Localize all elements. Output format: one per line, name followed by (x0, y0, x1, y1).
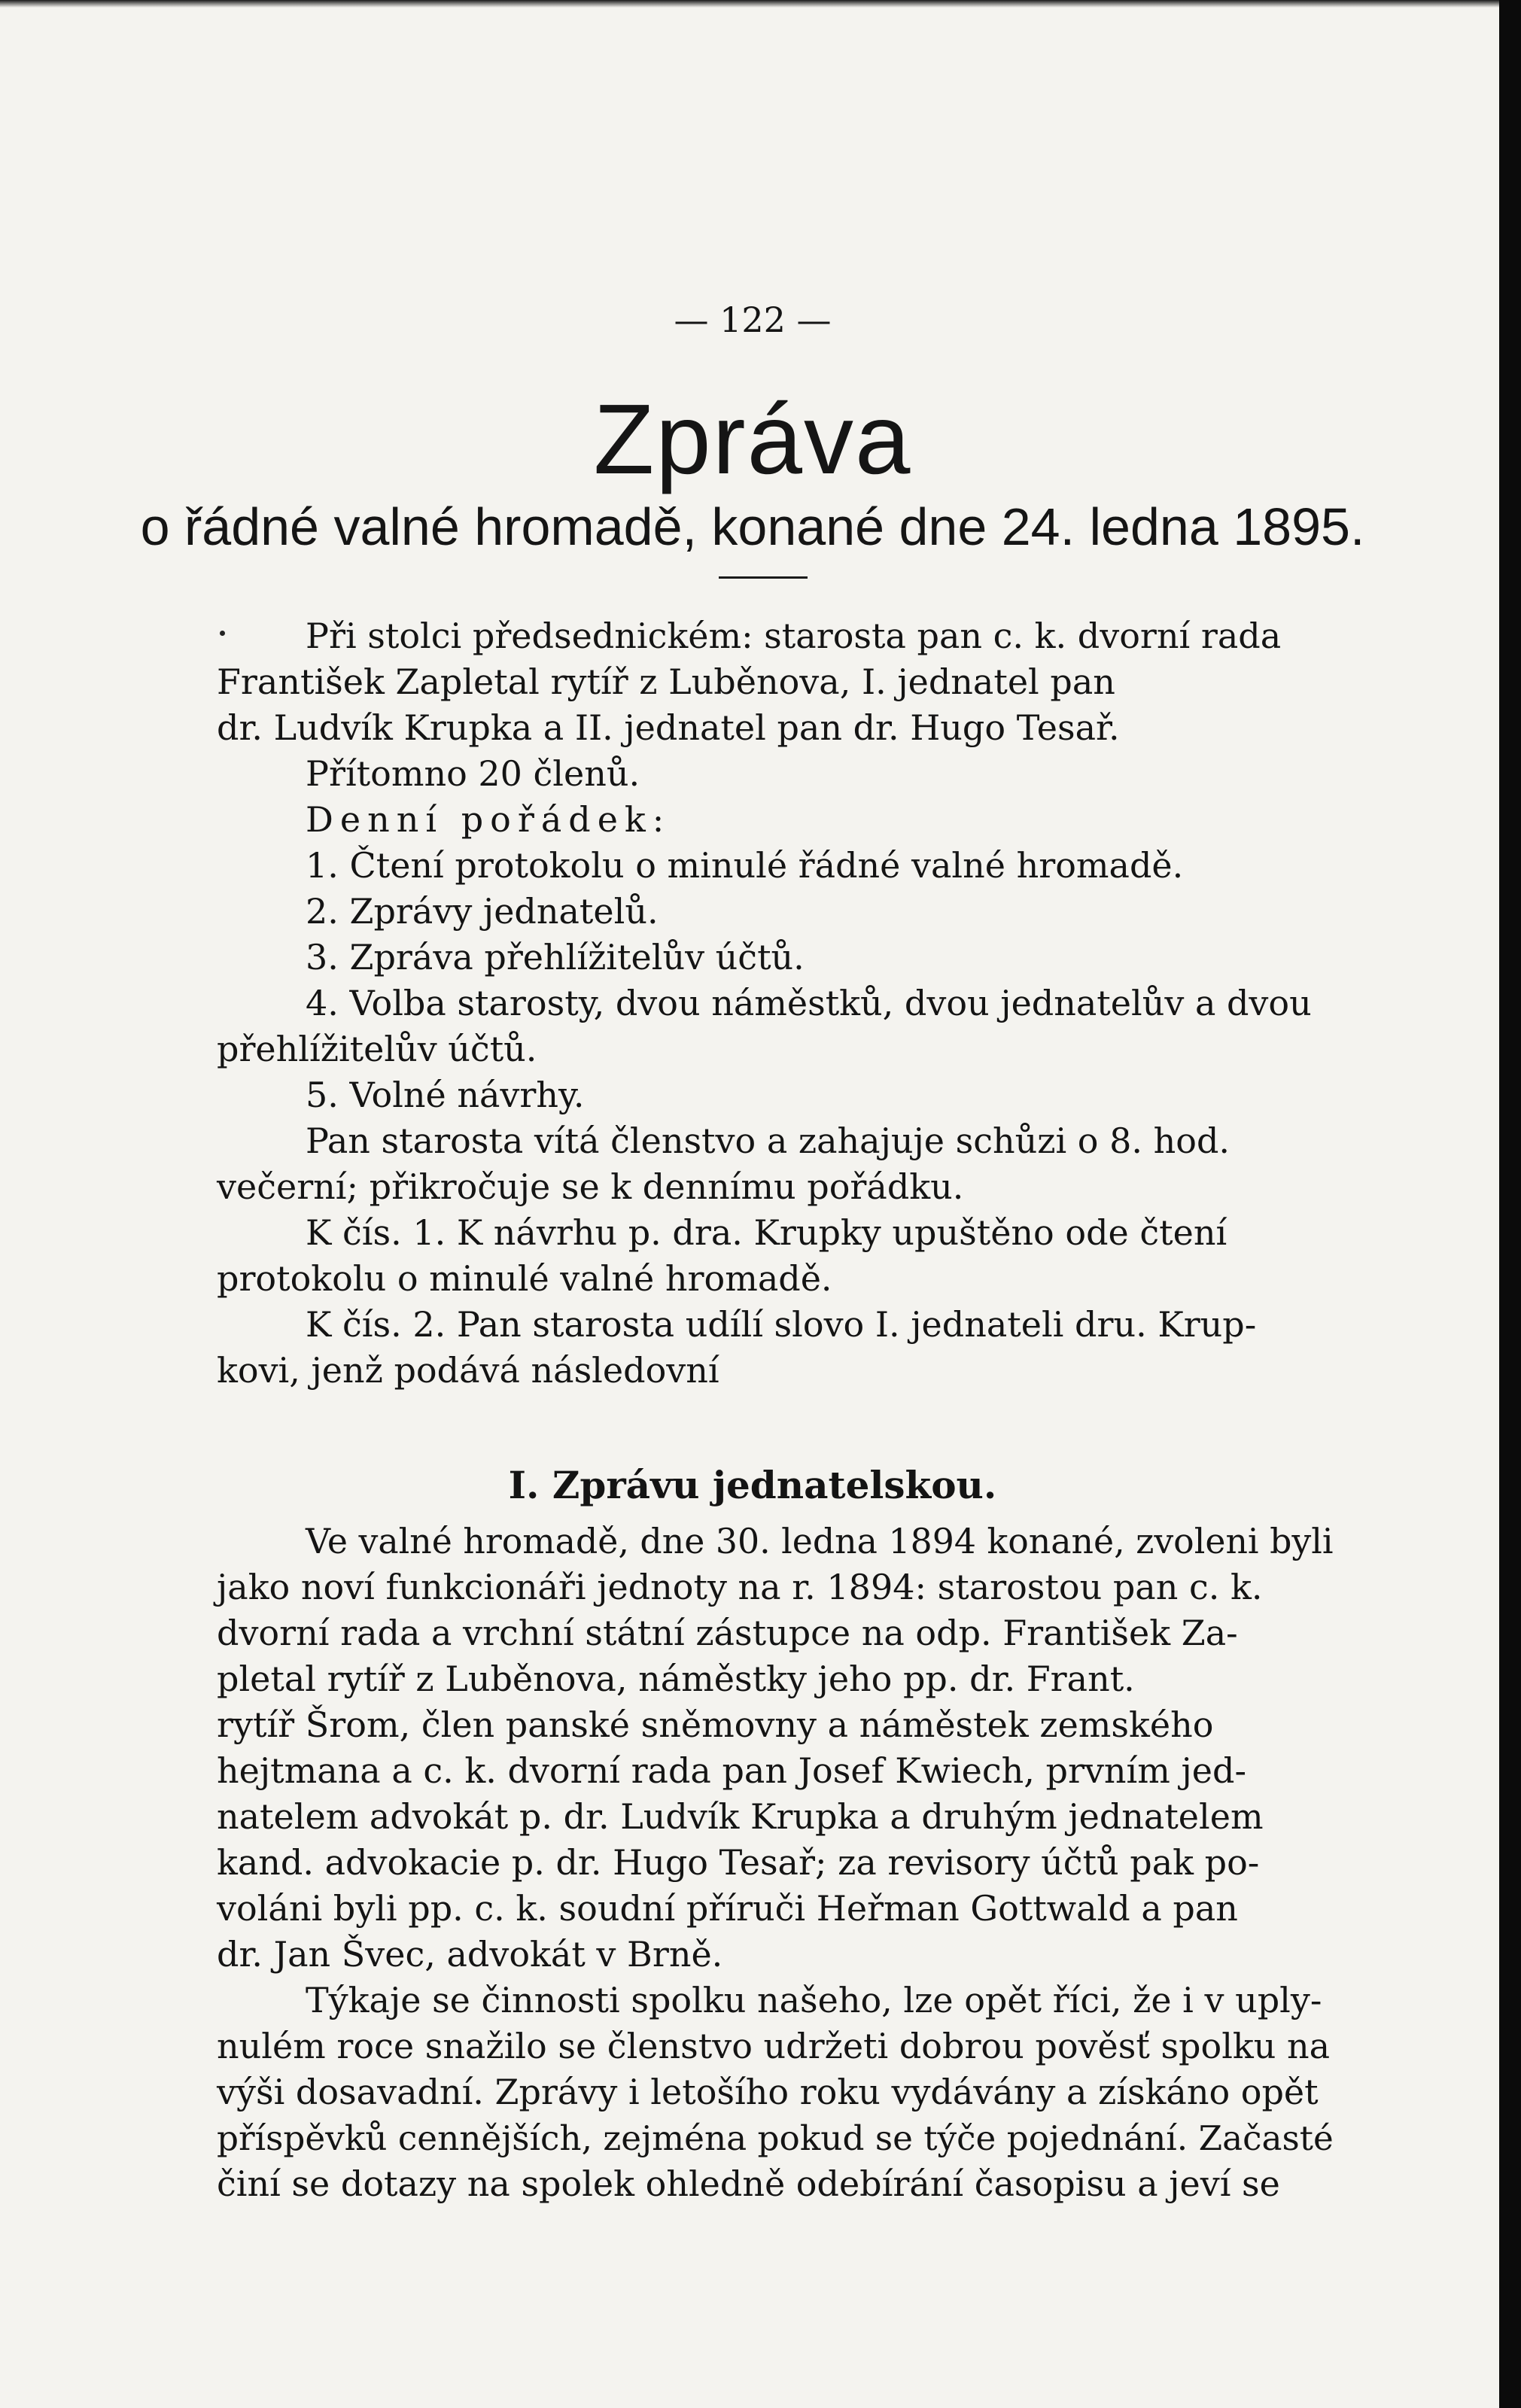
agenda-item: 5. Volné návrhy. (306, 1075, 585, 1115)
agenda-item: 4. Volba starosty, dvou náměstků, dvou jednatelův a dvou (306, 983, 1312, 1023)
text-line: Přítomno 20 členů. (306, 753, 640, 794)
agenda-item-continued: přehlížitelův účtů. (217, 1029, 537, 1069)
text-line: František Zapletal rytíř z Luběnova, I. jednatel pan (217, 661, 1115, 702)
page-title: Zpráva (593, 384, 912, 494)
text-line: pletal rytíř z Luběnova, náměstky jeho pp. dr. Frant. (217, 1659, 1135, 1699)
agenda-item: 3. Zpráva přehlížitelův účtů. (306, 937, 805, 977)
title-divider (719, 576, 808, 579)
section-heading: I. Zprávu jednatelskou. (508, 1463, 997, 1507)
text-line: Týkaje se činnosti spolku našeho, lze opět říci, že i v uply- (306, 1980, 1322, 2020)
body-block (217, 1519, 1334, 2207)
text-line: Pan starosta vítá členstvo a zahajuje schůzi o 8. hod. (306, 1120, 1230, 1161)
text-line: kand. advokacie p. dr. Hugo Tesař; za revisory účtů pak po- (217, 1842, 1260, 1883)
text-line: hejtmana a c. k. dvorní rada pan Josef Kwiech, prvním jed- (217, 1750, 1246, 1791)
agenda-item: 1. Čtení protokolu o minulé řádné valné hromadě. (306, 845, 1184, 886)
text-line: výši dosavadní. Zprávy i letošího roku vydávány a získáno opět (217, 2072, 1319, 2112)
text-line: K čís. 1. K návrhu p. dra. Krupky upuštěno ode čtení (306, 1212, 1227, 1253)
text-line: jako noví funkcionáři jednoty na r. 1894: starostou pan c. k. (217, 1567, 1263, 1607)
text-line: Denní pořádek: (306, 799, 671, 840)
scan-edge-right (1499, 0, 1521, 2408)
text-line: K čís. 2. Pan starosta udílí slovo I. jednateli dru. Krup- (306, 1304, 1257, 1345)
text-line: nulém roce snažilo se členstvo udržeti dobrou pověsť spolku na (217, 2026, 1331, 2066)
page-number: — 122 — (674, 299, 832, 340)
intro-block (217, 613, 1334, 1394)
text-line: natelem advokát p. dr. Ludvík Krupka a druhým jednatelem (217, 1796, 1264, 1837)
text-line: Při stolci předsednickém: starosta pan c. k. dvorní rada (306, 616, 1282, 656)
text-line: večerní; přikročuje se k dennímu pořádku. (217, 1166, 964, 1207)
text-line: Ve valné hromadě, dne 30. ledna 1894 konané, zvoleni byli (306, 1522, 1334, 1561)
agenda-item: 2. Zprávy jednatelů. (306, 891, 659, 932)
text-line: protokolu o minulé valné hromadě. (217, 1258, 832, 1299)
text-line: rytíř Šrom, člen panské sněmovny a náměstek zemského (217, 1704, 1214, 1745)
text-line: příspěvků cennějších, zejména pokud se týče pojednání. Začasté (217, 2118, 1334, 2158)
text-line: dvorní rada a vrchní státní zástupce na odp. František Za- (217, 1613, 1238, 1653)
scan-edge-top (0, 0, 1499, 8)
text-line: dr. Jan Švec, advokát v Brně. (217, 1934, 723, 1975)
text-line: dr. Ludvík Krupka a II. jednatel pan dr. Hugo Tesař. (217, 707, 1120, 748)
page-subtitle: o řádné valné hromadě, konané dne 24. ledna 1895. (140, 497, 1365, 556)
text-line: kovi, jenž podává následovní (217, 1350, 719, 1391)
text-line: činí se dotazy na spolek ohledně odebírání časopisu a jeví se (217, 2163, 1280, 2204)
text-line: voláni byli pp. c. k. soudní příruči Heřman Gottwald a pan (217, 1888, 1238, 1929)
